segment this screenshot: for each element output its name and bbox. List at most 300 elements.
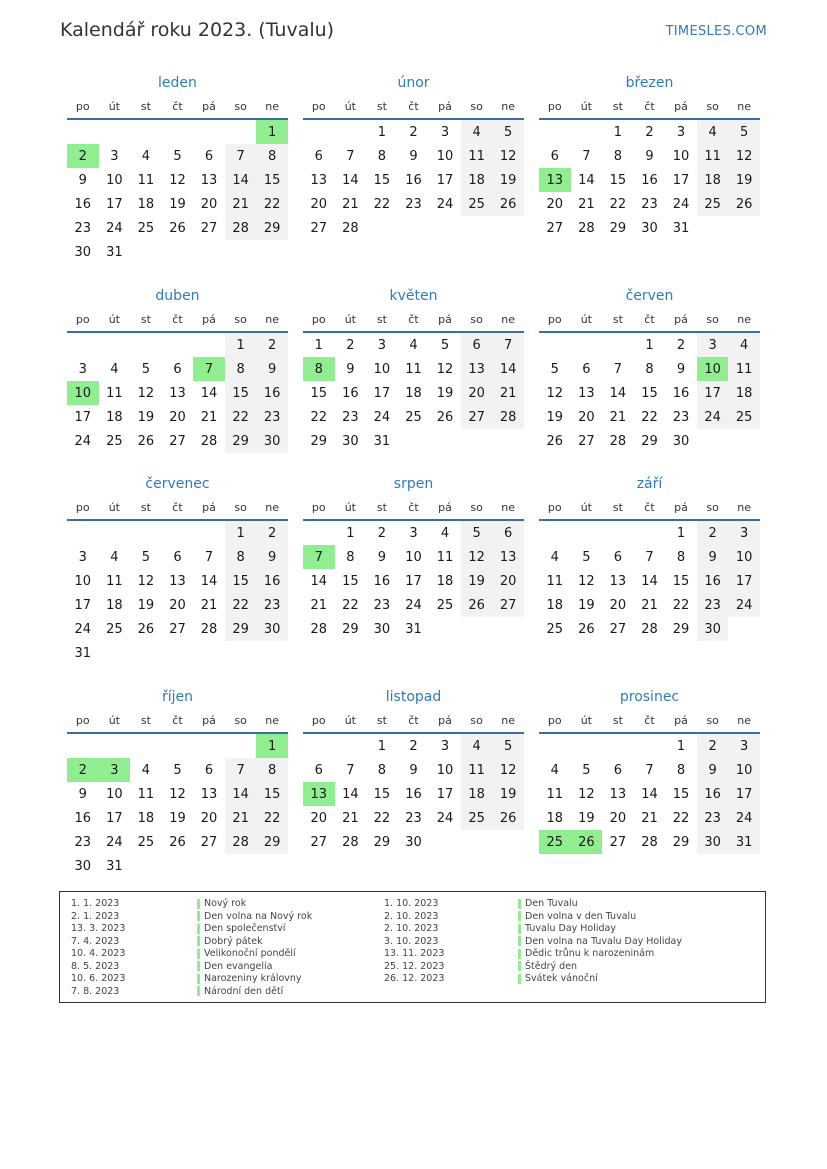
legend-date: 10. 4. 2023 (71, 948, 126, 959)
day-cell: 17 (697, 381, 729, 405)
day-cell: 1 (676, 525, 686, 541)
weekday-label: so (706, 713, 719, 727)
month-6 (539, 285, 760, 453)
weekday-label: st (612, 500, 623, 514)
day-cell: 7 (225, 144, 257, 168)
weekday-label: čt (644, 312, 655, 326)
day-cell: 6 (314, 762, 323, 778)
day-cell: 18 (728, 381, 760, 405)
day-cell: 18 (106, 409, 123, 425)
day-cell: 2 (697, 521, 729, 545)
month-name: listopad (385, 689, 442, 705)
legend-date: 26. 12. 2023 (384, 973, 445, 984)
empty-cell (130, 120, 162, 144)
day-cell: 28 (641, 834, 658, 850)
month-name: leden (158, 75, 197, 91)
day-cell: 10 (728, 758, 760, 782)
day-cell: 27 (200, 220, 218, 236)
day-cell: 15 (256, 168, 288, 192)
holiday-marker-icon (518, 936, 521, 946)
day-cell: 3 (110, 148, 119, 164)
weekday-label: čt (172, 312, 183, 326)
day-cell: 18 (405, 385, 422, 401)
weekday-label: čt (408, 500, 419, 514)
day-cell: 20 (200, 810, 218, 826)
day-cell: 29 (672, 621, 690, 637)
day-cell: 9 (676, 361, 686, 377)
month-name: červenec (145, 476, 210, 492)
legend-holiday (197, 948, 296, 961)
day-cell: 2 (409, 738, 418, 754)
day-cell: 20 (609, 810, 627, 826)
day-cell: 20 (310, 196, 328, 212)
day-cell: 17 (728, 782, 760, 806)
day-cell: 30 (256, 429, 288, 453)
day-cell: 11 (461, 758, 493, 782)
empty-cell (67, 734, 99, 758)
empty-cell (193, 120, 225, 144)
day-cell: 6 (492, 521, 524, 545)
legend-holiday-name: Národní den dětí (204, 985, 284, 997)
day-cell: 30 (256, 617, 288, 641)
day-cell: 18 (137, 196, 155, 212)
day-cell: 9 (409, 762, 418, 778)
weekday-label: po (547, 500, 562, 514)
day-cell: 30 (641, 220, 658, 236)
holiday-marker-icon (518, 911, 521, 921)
empty-cell (571, 333, 603, 357)
holiday-day-cell: 1 (256, 734, 288, 758)
day-cell: 12 (728, 144, 760, 168)
day-cell: 15 (373, 786, 391, 802)
day-cell: 4 (141, 762, 151, 778)
day-cell: 21 (342, 196, 359, 212)
month-12 (539, 686, 760, 854)
day-cell: 5 (582, 549, 591, 565)
day-cell: 6 (613, 549, 623, 565)
holiday-day-cell: 2 (67, 144, 99, 168)
month-3 (539, 72, 760, 240)
day-cell: 19 (137, 597, 155, 613)
day-cell: 20 (310, 810, 328, 826)
empty-cell (99, 333, 131, 357)
month-1 (67, 72, 288, 264)
day-cell: 6 (204, 762, 214, 778)
day-cell: 24 (728, 806, 760, 830)
day-cell: 26 (137, 621, 155, 637)
day-cell: 15 (373, 172, 391, 188)
day-cell: 26 (492, 192, 524, 216)
empty-cell (99, 734, 131, 758)
legend-date: 7. 8. 2023 (71, 985, 120, 997)
day-cell: 8 (676, 762, 686, 778)
day-cell: 30 (74, 858, 92, 874)
weekday-header (303, 708, 524, 734)
weekday-label: út (344, 99, 356, 113)
day-cell: 25 (137, 834, 155, 850)
day-cell: 16 (405, 172, 422, 188)
day-cell: 10 (106, 172, 123, 188)
day-cell: 26 (436, 409, 454, 425)
legend-holiday (197, 911, 312, 924)
day-cell: 8 (645, 361, 654, 377)
day-cell: 27 (310, 834, 328, 850)
day-cell: 22 (256, 806, 288, 830)
legend-holiday (518, 898, 578, 911)
day-cell: 9 (78, 786, 87, 802)
empty-cell (602, 734, 634, 758)
legend-holiday-name: Tuvalu Day Holiday (525, 923, 616, 934)
day-cell: 26 (169, 834, 186, 850)
day-cell: 4 (697, 120, 729, 144)
day-cell: 28 (609, 433, 627, 449)
day-cell: 28 (641, 621, 658, 637)
weekday-label: ne (501, 312, 516, 326)
weekday-label: pá (674, 312, 688, 326)
empty-cell (335, 120, 367, 144)
day-cell: 8 (256, 144, 288, 168)
weekday-label: so (234, 500, 247, 514)
weekday-label: čt (408, 312, 419, 326)
day-cell: 13 (609, 786, 627, 802)
weekday-header (303, 94, 524, 120)
empty-cell (335, 734, 367, 758)
day-cell: 26 (461, 593, 493, 617)
month-name: červen (625, 288, 674, 304)
day-cell: 21 (200, 409, 218, 425)
day-cell: 1 (645, 337, 654, 353)
weekday-label: pá (674, 500, 688, 514)
day-cell: 5 (728, 120, 760, 144)
day-grid (303, 120, 524, 240)
month-9 (539, 473, 760, 641)
legend-holiday (518, 973, 598, 986)
holiday-day-cell: 10 (697, 357, 729, 381)
weekday-label: po (311, 312, 326, 326)
day-cell: 26 (169, 220, 186, 236)
day-cell: 2 (377, 525, 387, 541)
day-cell: 23 (74, 220, 92, 236)
day-cell: 22 (672, 597, 690, 613)
day-cell: 26 (137, 433, 155, 449)
day-cell: 20 (169, 409, 186, 425)
day-cell: 13 (200, 172, 218, 188)
day-grid (539, 521, 760, 641)
month-name: srpen (393, 476, 434, 492)
empty-cell (303, 120, 335, 144)
holiday-day-cell: 13 (303, 782, 335, 806)
empty-cell (539, 521, 571, 545)
day-cell: 1 (377, 738, 387, 754)
day-cell: 4 (461, 734, 493, 758)
legend-holiday-name: Den evangelia (204, 960, 273, 972)
day-cell: 11 (546, 573, 564, 589)
legend-holiday-name: Dědic trůnu k narozeninám (525, 948, 655, 959)
day-cell: 5 (440, 337, 450, 353)
day-cell: 12 (169, 172, 186, 188)
weekday-header (539, 307, 760, 333)
day-cell: 17 (106, 810, 123, 826)
month-name: říjen (161, 689, 194, 705)
legend-holiday-name: Dobrý pátek (204, 935, 263, 947)
day-cell: 11 (546, 786, 564, 802)
weekday-label: pá (438, 312, 452, 326)
day-cell: 20 (492, 569, 524, 593)
weekday-label: st (376, 99, 387, 113)
day-cell: 5 (461, 521, 493, 545)
weekday-label: pá (202, 312, 216, 326)
day-cell: 14 (225, 782, 257, 806)
day-cell: 12 (546, 385, 564, 401)
day-cell: 2 (697, 734, 729, 758)
weekday-label: so (234, 99, 247, 113)
day-cell: 14 (609, 385, 627, 401)
legend-holiday (518, 961, 577, 974)
empty-cell (571, 734, 603, 758)
day-grid (67, 734, 288, 878)
day-cell: 31 (74, 645, 92, 661)
weekday-header (539, 495, 760, 521)
day-cell: 19 (137, 409, 155, 425)
day-cell: 1 (314, 337, 323, 353)
empty-cell (162, 333, 194, 357)
legend-date: 3. 10. 2023 (384, 935, 439, 947)
day-cell: 8 (225, 357, 257, 381)
day-cell: 13 (200, 786, 218, 802)
day-cell: 12 (137, 385, 155, 401)
holiday-legend (59, 891, 766, 1003)
month-5 (303, 285, 524, 453)
day-cell: 25 (546, 621, 564, 637)
weekday-label: po (547, 99, 562, 113)
day-cell: 20 (461, 381, 493, 405)
day-cell: 16 (256, 569, 288, 593)
weekday-label: pá (674, 99, 688, 113)
day-cell: 22 (373, 810, 391, 826)
day-cell: 10 (728, 545, 760, 569)
weekday-label: st (376, 713, 387, 727)
day-cell: 14 (342, 786, 359, 802)
day-cell: 17 (728, 569, 760, 593)
weekday-label: čt (644, 500, 655, 514)
day-cell: 23 (342, 409, 359, 425)
day-cell: 7 (225, 758, 257, 782)
day-cell: 30 (405, 834, 422, 850)
day-cell: 17 (436, 786, 454, 802)
day-cell: 16 (373, 573, 391, 589)
day-cell: 10 (672, 148, 690, 164)
weekday-label: po (75, 713, 90, 727)
day-cell: 8 (225, 545, 257, 569)
legend-date: 13. 3. 2023 (71, 923, 126, 934)
day-cell: 28 (492, 405, 524, 429)
day-cell: 22 (373, 196, 391, 212)
day-cell: 24 (436, 810, 454, 826)
day-cell: 3 (728, 521, 760, 545)
day-cell: 18 (697, 168, 729, 192)
day-cell: 14 (310, 573, 328, 589)
day-grid (67, 521, 288, 665)
weekday-label: so (470, 713, 483, 727)
weekday-label: út (344, 312, 356, 326)
day-cell: 16 (256, 381, 288, 405)
day-cell: 11 (728, 357, 760, 381)
empty-cell (602, 521, 634, 545)
month-2 (303, 72, 524, 240)
day-cell: 27 (546, 220, 564, 236)
day-cell: 19 (492, 168, 524, 192)
weekday-label: čt (172, 500, 183, 514)
brand-link[interactable]: TIMESLES.COM (665, 24, 767, 39)
day-cell: 1 (225, 333, 257, 357)
day-cell: 3 (697, 333, 729, 357)
day-cell: 5 (492, 734, 524, 758)
day-cell: 17 (436, 172, 454, 188)
day-cell: 6 (582, 361, 591, 377)
legend-holiday (197, 898, 246, 911)
day-cell: 29 (225, 429, 257, 453)
day-cell: 22 (225, 405, 257, 429)
day-cell: 15 (310, 385, 328, 401)
weekday-label: st (612, 99, 623, 113)
day-cell: 14 (492, 357, 524, 381)
day-cell: 22 (310, 409, 328, 425)
weekday-label: čt (408, 99, 419, 113)
day-cell: 3 (78, 549, 87, 565)
day-cell: 7 (582, 148, 591, 164)
day-cell: 10 (74, 573, 92, 589)
empty-cell (193, 333, 225, 357)
legend-date: 10. 6. 2023 (71, 973, 126, 984)
day-cell: 3 (728, 734, 760, 758)
weekday-label: st (140, 312, 151, 326)
day-cell: 24 (74, 621, 92, 637)
day-cell: 31 (672, 220, 690, 236)
day-cell: 2 (676, 337, 686, 353)
day-cell: 14 (200, 385, 218, 401)
month-name: květen (389, 288, 438, 304)
day-cell: 6 (314, 148, 323, 164)
day-cell: 7 (645, 549, 654, 565)
day-cell: 9 (697, 545, 729, 569)
weekday-label: so (234, 713, 247, 727)
legend-holiday (197, 936, 263, 949)
day-cell: 27 (578, 433, 595, 449)
day-cell: 8 (377, 762, 387, 778)
weekday-label: po (547, 713, 562, 727)
legend-date: 1. 10. 2023 (384, 898, 439, 909)
holiday-day-cell: 13 (539, 168, 571, 192)
weekday-label: út (580, 99, 592, 113)
day-cell: 5 (582, 762, 591, 778)
day-cell: 18 (546, 597, 564, 613)
day-cell: 19 (728, 168, 760, 192)
weekday-label: so (706, 500, 719, 514)
weekday-label: út (580, 500, 592, 514)
day-cell: 17 (74, 409, 92, 425)
day-cell: 1 (613, 124, 623, 140)
legend-date: 7. 4. 2023 (71, 935, 120, 947)
day-cell: 26 (728, 192, 760, 216)
day-cell: 5 (550, 361, 559, 377)
weekday-label: út (108, 500, 120, 514)
legend-holiday-name: Štědrý den (525, 960, 578, 972)
day-cell: 19 (169, 810, 186, 826)
day-cell: 24 (436, 196, 454, 212)
day-cell: 29 (373, 834, 391, 850)
day-cell: 19 (578, 597, 595, 613)
weekday-label: ne (265, 99, 280, 113)
holiday-marker-icon (197, 899, 200, 909)
weekday-label: ne (737, 99, 752, 113)
empty-cell (193, 734, 225, 758)
day-cell: 3 (676, 124, 686, 140)
day-cell: 9 (78, 172, 87, 188)
day-cell: 18 (137, 810, 155, 826)
weekday-header (539, 708, 760, 734)
day-cell: 12 (492, 758, 524, 782)
day-cell: 21 (342, 810, 359, 826)
day-cell: 19 (169, 196, 186, 212)
legend-holiday-name: Den volna v den Tuvalu (525, 910, 637, 922)
weekday-header (539, 94, 760, 120)
weekday-header (67, 708, 288, 734)
month-11 (303, 686, 524, 854)
weekday-label: so (706, 312, 719, 326)
day-cell: 21 (225, 806, 257, 830)
day-cell: 21 (225, 192, 257, 216)
day-cell: 22 (256, 192, 288, 216)
weekday-label: út (108, 99, 120, 113)
day-cell: 13 (310, 172, 328, 188)
weekday-header (67, 94, 288, 120)
day-cell: 27 (169, 433, 186, 449)
month-name: únor (397, 75, 430, 91)
day-cell: 18 (436, 573, 454, 589)
month-4 (67, 285, 288, 453)
day-cell: 9 (645, 148, 654, 164)
day-cell: 28 (578, 220, 595, 236)
day-cell: 7 (204, 549, 214, 565)
day-cell: 24 (74, 433, 92, 449)
day-cell: 25 (106, 621, 123, 637)
weekday-label: po (75, 500, 90, 514)
day-cell: 25 (436, 597, 454, 613)
day-cell: 29 (225, 617, 257, 641)
day-cell: 30 (74, 244, 92, 260)
day-cell: 10 (436, 148, 454, 164)
day-cell: 13 (169, 385, 186, 401)
empty-cell (571, 120, 603, 144)
weekday-label: st (140, 99, 151, 113)
day-cell: 3 (78, 361, 87, 377)
day-cell: 5 (492, 120, 524, 144)
day-cell: 24 (728, 593, 760, 617)
holiday-marker-icon (518, 899, 521, 909)
day-cell: 22 (672, 810, 690, 826)
day-cell: 16 (641, 172, 658, 188)
day-cell: 12 (137, 573, 155, 589)
day-cell: 6 (461, 333, 493, 357)
legend-date: 2. 1. 2023 (71, 910, 120, 922)
weekday-label: út (344, 500, 356, 514)
day-cell: 23 (641, 196, 658, 212)
holiday-marker-icon (518, 961, 521, 971)
weekday-label: ne (501, 99, 516, 113)
day-cell: 13 (578, 385, 595, 401)
day-cell: 27 (492, 593, 524, 617)
day-cell: 23 (672, 409, 690, 425)
